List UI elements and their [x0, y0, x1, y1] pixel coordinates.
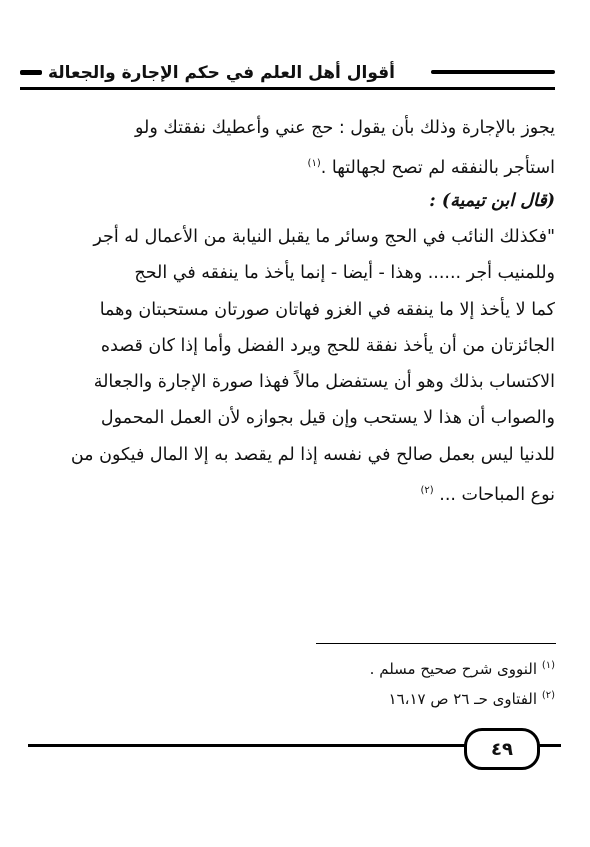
body-line-8: الاكتساب بذلك وهو أن يستفضل مالاً فهذا صورة الإجارة والجعالة	[93, 372, 555, 392]
body-text	[30, 110, 555, 570]
footnote-2	[389, 690, 555, 708]
footnote-ref-1: (١)	[307, 158, 321, 169]
footnote-1-marker: (١)	[541, 660, 555, 671]
footnote-2-marker: (٢)	[541, 690, 555, 701]
header-rule-left	[20, 70, 42, 75]
body-line-10: للدنيا ليس بعمل صالح في نفسه إذا لم يقصد به إلا المال فيكون من	[70, 445, 555, 465]
body-line-1: يجوز بالإجارة وذلك بأن يقول : حج عني وأعطيك نفقتك ولو	[135, 118, 555, 138]
body-line-2	[30, 146, 555, 186]
header-title: أقوال أهل العلم في حكم الإجارة والجعالة	[47, 63, 395, 83]
footnote-1	[370, 660, 555, 678]
body-line-11	[30, 473, 555, 513]
footnotes	[30, 660, 555, 720]
footnote-2-text: الفتاوى حـ ٢٦ ص ١٦،١٧	[388, 690, 538, 708]
body-line-11-text: نوع المباحات ...	[439, 484, 555, 505]
page-number: ٤٩	[464, 728, 540, 770]
body-line-9: والصواب أن هذا لا يستحب وإن قيل بجوازه لأن العمل المحمول	[100, 408, 555, 428]
body-line-4: "فكذلك النائب في الحج وسائر ما يقبل النيابة من الأعمال له أجر	[93, 227, 555, 247]
header-underline	[20, 87, 555, 90]
footnote-ref-2: (٢)	[420, 485, 434, 496]
footnote-separator	[316, 643, 556, 644]
header-rule-right	[431, 70, 555, 74]
body-line-2-text: استأجر بالنفقه لم تصح لجهالتها .	[320, 157, 555, 178]
body-line-6: كما لا يأخذ إلا ما ينفقه في الغزو فهاتان صورتان مستحبتان وهما	[99, 300, 555, 320]
running-header	[20, 58, 555, 88]
quote-heading: (قال ابن تيمية) :	[429, 191, 555, 211]
body-line-5: وللمنيب أجر ...... وهذا - أيضا - إنما يأخذ ما ينفقه في الحج	[134, 263, 555, 283]
body-line-7: الجائزتان من أن يأخذ نفقة للحج ويرد الفضل وأما إذا كان قصده	[100, 336, 555, 356]
footnote-1-text: النووى شرح صحيح مسلم .	[369, 660, 538, 678]
